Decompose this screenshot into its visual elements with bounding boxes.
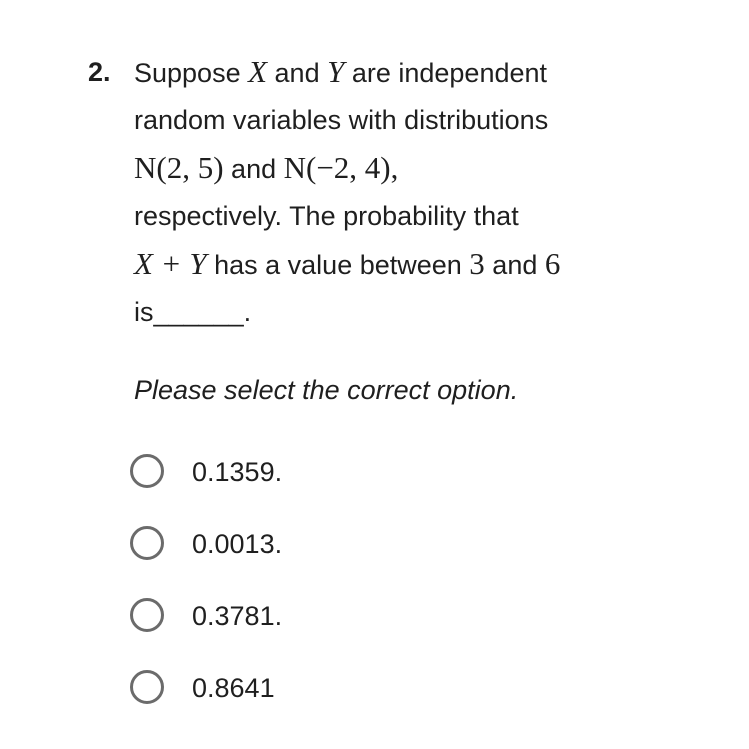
question-number: 2.: [88, 57, 111, 87]
math-upper-bound: 6: [544, 246, 561, 281]
answer-options: [130, 448, 530, 736]
option-3[interactable]: [130, 592, 530, 664]
question-text-fragment: and: [223, 154, 284, 184]
radio-button-icon[interactable]: [130, 670, 164, 704]
option-label: 0.1359.: [192, 457, 283, 487]
question-text-fragment: has a value between: [206, 250, 470, 280]
radio-button-icon[interactable]: [130, 526, 164, 560]
math-distribution-x: N(2, 5): [134, 150, 224, 185]
math-variable-x: X: [248, 54, 268, 89]
radio-button-icon[interactable]: [130, 454, 164, 488]
question-line-1: [134, 48, 654, 96]
math-variable-y: Y: [327, 54, 345, 89]
radio-button-icon[interactable]: [130, 598, 164, 632]
question-text-fragment: are independent: [344, 58, 548, 88]
question-text-fragment: Suppose: [134, 58, 249, 88]
option-label: 0.0013.: [192, 529, 283, 559]
question-text-fragment: and: [267, 58, 328, 88]
question-text-fragment: and: [484, 250, 545, 280]
question-text: [134, 48, 654, 336]
option-1[interactable]: [130, 448, 530, 520]
question-line-4: respectively. The probability that: [134, 201, 519, 231]
option-label: 0.3781.: [192, 601, 283, 631]
question-line-5: [134, 240, 654, 288]
question-line-6: is______.: [134, 297, 252, 327]
instruction-text: Please select the correct option.: [134, 375, 519, 405]
question-line-3: [134, 144, 654, 192]
math-sum-expression: X + Y: [134, 246, 207, 281]
option-label: 0.8641: [192, 673, 275, 703]
option-4[interactable]: [130, 664, 530, 736]
option-2[interactable]: [130, 520, 530, 592]
question-line-2: random variables with distributions: [134, 105, 549, 135]
math-lower-bound: 3: [469, 246, 485, 281]
math-distribution-y: N(−2, 4),: [283, 150, 399, 185]
